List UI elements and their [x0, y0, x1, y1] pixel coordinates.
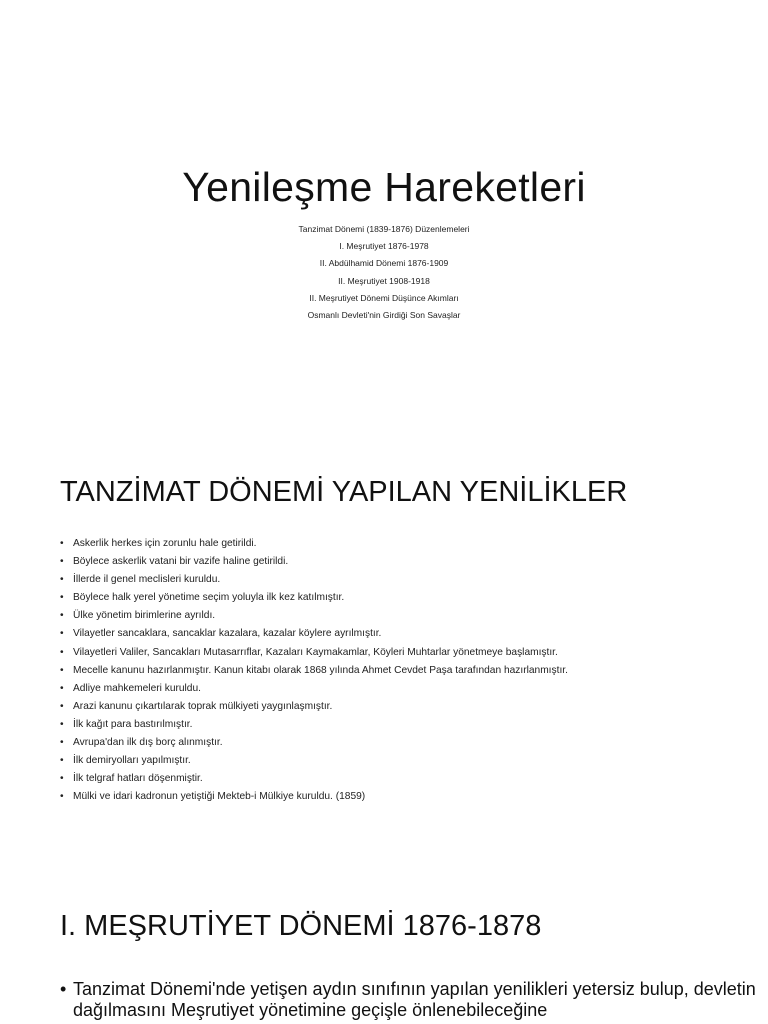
bullet-item: • Mecelle kanunu hazırlanmıştır. Kanun kitabı olarak 1868 yılında Ahmet Cevdet Paşa tarafından hazırlanmıştır. [60, 662, 750, 680]
bullet-item: • Ülke yönetim birimlerine ayrıldı. [60, 607, 750, 625]
subtitle-item: Tanzimat Dönemi (1839-1876) Düzenlemeleri [298, 224, 470, 234]
subtitle-item: II. Meşrutiyet 1908-1918 [338, 275, 430, 286]
bullet-item: • Böylece halk yerel yönetime seçim yoluyla ilk kez katılmıştır. [60, 589, 750, 607]
subtitle-item: II. Meşrutiyet Dönemi Düşünce Akımları [309, 292, 459, 303]
main-title: Yenileşme Hareketleri [182, 164, 586, 210]
mesrutiyet-bullet-list [60, 979, 760, 1021]
title-slide [0, 164, 768, 324]
bullet-item: • Askerlik herkes için zorunlu hale getirildi. [60, 535, 750, 553]
bullet-item: • İlk kağıt para bastırılmıştır. [60, 716, 750, 734]
bullet-item: • Böylece askerlik vatani bir vazife haline getirildi. [60, 553, 750, 571]
mesrutiyet-heading: I. MEŞRUTİYET DÖNEMİ 1876-1878 [60, 910, 542, 942]
subtitle-item: I. Meşrutiyet 1876-1978 [339, 241, 429, 252]
bullet-item: • İlk telgraf hatları döşenmiştir. [60, 770, 750, 788]
mesrutiyet-slide [60, 910, 760, 1021]
bullet-item: • Adliye mahkemeleri kuruldu. [60, 680, 750, 698]
subtitle-list [0, 221, 768, 324]
subtitle-item: II. Abdülhamid Dönemi 1876-1909 [319, 258, 449, 269]
bullet-item: • Vilayetler sancaklara, sancaklar kazalara, kazalar köylere ayrılmıştır. [60, 625, 750, 643]
tanzimat-heading: TANZİMAT DÖNEMİ YAPILAN YENİLİKLER [60, 476, 628, 508]
tanzimat-bullet-list [60, 535, 750, 806]
bullet-item: • Tanzimat Dönemi'nde yetişen aydın sınıfının yapılan yenilikleri yetersiz bulup, devletin dağılmasını Meşrutiyet yönetimine geçişle önlenebileceğine [60, 979, 760, 1021]
bullet-item: • İllerde il genel meclisleri kuruldu. [60, 571, 750, 589]
bullet-item: • Arazi kanunu çıkartılarak toprak mülkiyeti yaygınlaşmıştır. [60, 698, 750, 716]
bullet-item: • Mülki ve idari kadronun yetiştiği Mekteb-i Mülkiye kuruldu. (1859) [60, 788, 750, 806]
bullet-item: • Vilayetleri Valiler, Sancakları Mutasarrıflar, Kazaları Kaymakamlar, Köyleri Muhtarlar yönetmeye başlamıştır. [60, 644, 750, 662]
bullet-item: • Avrupa'dan ilk dış borç alınmıştır. [60, 734, 750, 752]
bullet-item: • İlk demiryolları yapılmıştır. [60, 752, 750, 770]
subtitle-item: Osmanlı Devleti'nin Girdiği Son Savaşlar [307, 310, 461, 321]
tanzimat-slide [60, 476, 750, 806]
